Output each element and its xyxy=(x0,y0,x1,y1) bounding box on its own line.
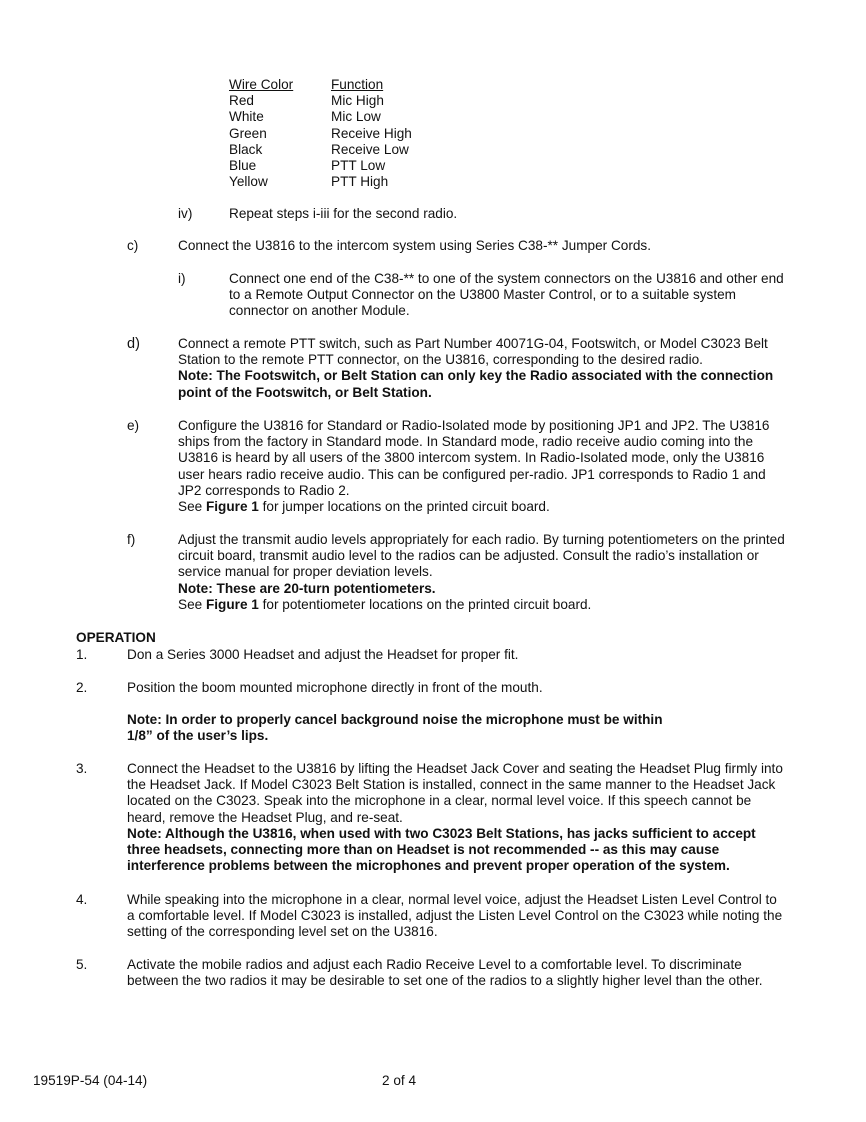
text-line: between the two radios it may be desirable to set one of the radios to a slightly higher level than the other. xyxy=(127,973,763,989)
step-c-sub-label: i) xyxy=(178,271,186,286)
table-row xyxy=(229,126,441,142)
see-suffix: for jumper locations on the printed circuit board. xyxy=(258,499,550,515)
text-line: Adjust the transmit audio levels appropriately for each radio. By turning potentiometers on the printed xyxy=(178,532,785,547)
note-line: Note: These are 20-turn potentiometers. xyxy=(178,580,436,596)
op-step-4-text xyxy=(127,892,782,941)
step-f-label: f) xyxy=(127,532,136,547)
function-cell: Receive Low xyxy=(331,141,409,157)
op-step-3-text xyxy=(127,761,783,874)
wire-color-cell: White xyxy=(229,109,264,125)
wire-color-header: Wire Color xyxy=(229,77,294,92)
wire-color-cell: Black xyxy=(229,141,263,157)
step-f-text xyxy=(178,532,785,613)
see-figure-line xyxy=(178,499,769,515)
text-line: Connect one end of the C38-** to one of the system connectors on the U3816 and other end xyxy=(229,271,784,286)
text-line: setting of the corresponding level set on the U3816. xyxy=(127,924,438,940)
op-step-2-note xyxy=(127,712,663,744)
step-iv-label: iv) xyxy=(178,206,193,221)
table-row xyxy=(229,93,441,109)
wire-color-cell: Green xyxy=(229,125,267,141)
text-line: the Headset Jack. If Model C3023 Belt Station is installed, connect in the same manner to the Headset Jack xyxy=(127,777,776,793)
function-cell: PTT Low xyxy=(331,157,386,173)
text-line: a comfortable level. If Model C3023 is installed, adjust the Listen Level Control on the C3023 while noting the xyxy=(127,908,783,924)
see-suffix: for potentiometer locations on the printed circuit board. xyxy=(258,596,592,612)
operation-heading: OPERATION xyxy=(76,630,156,645)
text-line: U3816 is heard by all users of the 3800 intercom system. In Radio-Isolated mode, only the U3816 xyxy=(178,450,765,466)
table-row xyxy=(229,109,441,125)
op-step-2-text: Position the boom mounted microphone directly in front of the mouth. xyxy=(127,680,543,695)
note-line: Note: Although the U3816, when used with two C3023 Belt Stations, has jacks sufficient to accept xyxy=(127,825,756,841)
wire-color-table xyxy=(229,77,441,190)
note-line: three headsets, connecting more than on Headset is not recommended -- as this may cause xyxy=(127,842,720,858)
see-prefix: See xyxy=(178,499,206,515)
text-line: user hears radio receive audio. This can be configured per-radio. JP1 corresponds to Radio 1 and xyxy=(178,466,766,482)
note-line: Note: The Footswitch, or Belt Station can only key the Radio associated with the connection xyxy=(178,368,774,384)
function-header: Function xyxy=(331,77,384,92)
function-cell: Mic Low xyxy=(331,109,381,125)
step-d-text xyxy=(178,336,773,401)
text-line: Connect a remote PTT switch, such as Part Number 40071G-04, Footswitch, or Model C3023 Belt xyxy=(178,336,768,351)
footer-page-number: 2 of 4 xyxy=(382,1073,417,1088)
step-c-sub-text xyxy=(229,271,784,320)
wire-color-cell: Blue xyxy=(229,157,257,173)
text-line: located on the C3023. Speak into the microphone in a clear, normal level voice. If this speech cannot be xyxy=(127,793,752,809)
text-line: to a Remote Output Connector on the U3800 Master Control, or to a suitable system xyxy=(229,287,737,303)
text-line: connector on another Module. xyxy=(229,303,410,319)
see-prefix: See xyxy=(178,596,206,612)
footer-doc-number: 19519P-54 (04-14) xyxy=(33,1073,148,1088)
step-c-label: c) xyxy=(127,238,139,253)
table-row xyxy=(229,158,441,174)
op-step-2-number: 2. xyxy=(76,680,88,695)
note-line: point of the Footswitch, or Belt Station. xyxy=(178,384,432,400)
text-line: Activate the mobile radios and adjust each Radio Receive Level to a comfortable level. To discriminate xyxy=(127,957,742,972)
op-step-5-text xyxy=(127,957,763,989)
op-step-1-number: 1. xyxy=(76,647,88,662)
op-step-1-text: Don a Series 3000 Headset and adjust the Headset for proper fit. xyxy=(127,647,519,662)
wire-table-header xyxy=(229,77,441,93)
text-line: Station to the remote PTT connector, on the U3816, corresponding to the desired radio. xyxy=(178,352,703,368)
step-c-text: Connect the U3816 to the intercom system using Series C38-** Jumper Cords. xyxy=(178,238,651,253)
step-iv-text: Repeat steps i-iii for the second radio. xyxy=(229,206,458,221)
step-d-label: d) xyxy=(127,336,140,352)
step-e-label: e) xyxy=(127,418,140,433)
table-row xyxy=(229,174,441,190)
function-cell: Mic High xyxy=(331,93,384,109)
text-line: JP2 corresponds to Radio 2. xyxy=(178,482,350,498)
text-line: circuit board, transmit audio level to the radios can be adjusted. Consult the radio’s installation or xyxy=(178,548,759,564)
figure-reference: Figure 1 xyxy=(205,596,259,612)
figure-reference: Figure 1 xyxy=(205,499,259,515)
op-step-3-number: 3. xyxy=(76,761,88,776)
note-line: interference problems between the microphones and prevent proper operation of the system. xyxy=(127,858,730,874)
function-cell: Receive High xyxy=(331,125,412,141)
op-step-5-number: 5. xyxy=(76,957,88,972)
note-line: Note: In order to properly cancel background noise the microphone must be within xyxy=(127,712,663,727)
see-figure-line xyxy=(178,597,785,613)
wire-color-cell: Red xyxy=(229,93,254,109)
text-line: ships from the factory in Standard mode. In Standard mode, radio receive audio coming into the xyxy=(178,434,754,450)
op-step-4-number: 4. xyxy=(76,892,88,907)
wire-color-cell: Yellow xyxy=(229,174,268,190)
text-line: heard, remove the Headset Plug, and re-seat. xyxy=(127,809,403,825)
text-line: Configure the U3816 for Standard or Radio-Isolated mode by positioning JP1 and JP2. The U3816 xyxy=(178,418,770,433)
table-row xyxy=(229,142,441,158)
function-cell: PTT High xyxy=(331,174,389,190)
text-line: While speaking into the microphone in a clear, normal level voice, adjust the Headset Listen Level Control to xyxy=(127,892,777,907)
text-line: service manual for proper deviation levels. xyxy=(178,564,433,580)
step-e-text xyxy=(178,418,769,515)
text-line: Connect the Headset to the U3816 by lifting the Headset Jack Cover and seating the Headset Plug firmly into xyxy=(127,761,783,776)
note-line: 1/8” of the user’s lips. xyxy=(127,728,269,744)
